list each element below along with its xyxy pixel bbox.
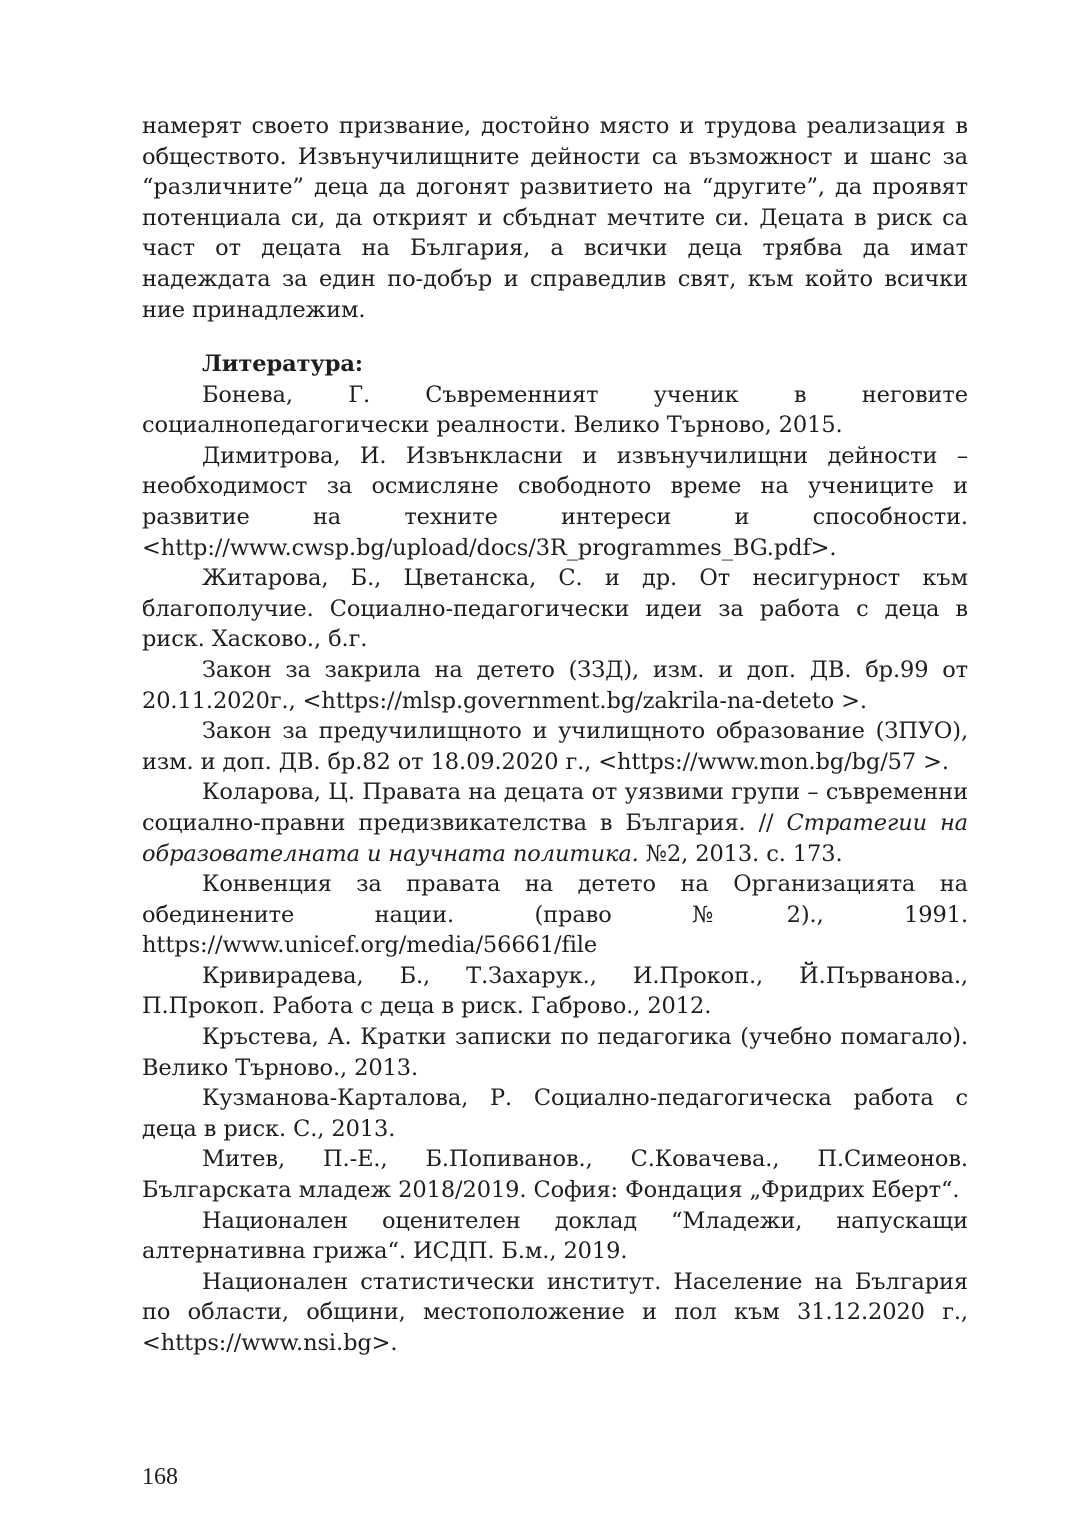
reference-item: Закон за предучилищното и училищното образование (ЗПУО), изм. и доп. ДВ. бр.82 от 18.09.2020 г., <https://www.mon.bg/bg/57 >. [142,718,968,775]
reference-journal-title: Стратегии на образователната и научната политика. [142,809,968,867]
intro-section [142,111,968,325]
reference-item: Бонева, Г. Съвременният ученик в неговите социалнопедагогически реалности. Велико Търново, 2015. [142,381,968,439]
reference-text: Коларова, Ц. Правата на децата от уязвими групи – съвременни социално-правни предизвикателства в България. // [142,779,968,836]
reference-item: Кузманова-Карталова, Р. Социално-педагогическа работа с деца в риск. С., 2013. [142,1085,968,1142]
reference-item: Кръстева, А. Кратки записки по педагогика (учебно помагало). Велико Търново., 2013. [142,1024,968,1081]
reference-item: Национален оценителен доклад “Младежи, напускащи алтернативна грижа“. ИСДП. Б.м., 2019. [142,1207,968,1265]
reference-item: Национален статистически институт. Население на България по области, общини, местоположение и пол към 31.12.2020 г.,<https://www.nsi.bg>. [142,1268,968,1356]
reference-item: Димитрова, И. Извънкласни и извънучилищни дейности – необходимост за осмисляне свободното време на учениците и развитие на техните интереси и способности. <http://www.cwsp.bg/upload/docs/3R_programmes_BG.pdf>. [142,442,968,561]
literature-section [142,349,968,1359]
reference-item [142,777,968,869]
reference-item: Кривирадева, Б., Т.Захарук., И.Прокоп., Й.Първанова., П.Прокоп. Работа с деца в риск. Габрово., 2012. [142,962,968,1020]
reference-item: Закон за закрила на детето (ЗЗД), изм. и доп. ДВ. бр.99 от 20.11.2020г., <https://mlsp.government.bg/zakrila-na-deteto >. [142,656,968,714]
reference-item: Житарова, Б., Цветанска, С. и др. От несигурност към благополучие. Социално-педагогически идеи за работа с деца в риск. Хасково., б.г. [142,565,968,653]
reference-item: Митев, П.-Е., Б.Попиванов., С.Ковачева., П.Симеонов. Българската младеж 2018/2019. София: Фондация „Фридрих Еберт“. [142,1146,968,1204]
page-number: 168 [142,1464,178,1490]
intro-paragraph: намерят своето призвание, достойно място и трудова реализация в обществото. Извънучилищните дейности са възможност и шанс за “различните” деца да догонят развитието на “другите”, да проявят потенциала си, да открият и сбъднат мечтите си. Децата в риск са част от децата на България, а всички деца трябва да имат надеждата за един по-добър и справедлив свят, към който всички ние принадлежим. [142,113,968,323]
reference-text: №2, 2013. с. 173. [638,840,843,867]
literature-heading: Литература: [202,351,364,377]
reference-item: Конвенция за правата на детето на Организацията на обединените нации. (право №2)., 1991. https://www.unicef.org/media/56661/file [142,871,968,959]
